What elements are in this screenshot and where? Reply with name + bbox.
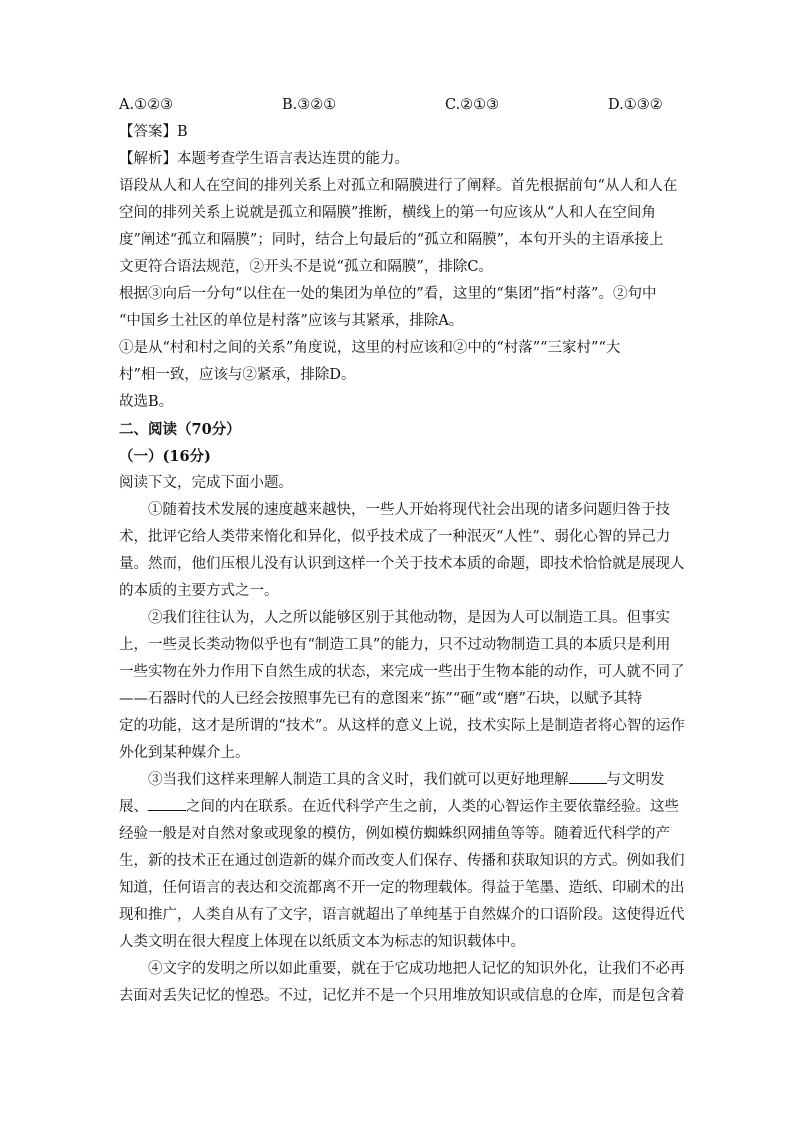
sub-title: （一）(16分) [119,448,211,465]
paragraph-line: 定的功能，这才是所谓的“技术”。从这样的意义上说，技术实际上是制造者将心智的运作 [119,718,685,734]
paragraph-text: 之间的内在联系。在近代科学产生之前，人类的心智运作主要依靠经验。这些 [186,799,679,815]
analysis-line: 语段从人和人在空间的排列关系上对孤立和隔膜进行了阐释。首先根据前句“从人和人在 [119,178,678,194]
paragraph-line: 外化到某种媒介上。 [119,745,250,761]
paragraph-line: 去面对丢失记忆的惶恐。不过，记忆并不是一个只用堆放知识或信息的仓库，而是包含着 [119,988,685,1004]
analysis-line: 空间的排列关系上说就是孤立和隔膜”推断，横线上的第一句应该从“人和人在空间角 [119,205,656,221]
paragraph-line: 经验一般是对自然对象或现象的模仿，例如模仿蜘蛛织网捕鱼等等。随着近代科学的产 [119,826,670,842]
paragraph-line: 人类文明在很大程度上体现在以纸质文本为标志的知识载体中。 [119,934,525,950]
paragraph-text: 与文明发 [606,772,665,788]
paragraph-line: ①随着技术发展的速度越来越快，一些人开始将现代社会出现的诸多问题归咎于技 [148,502,670,518]
analysis-line: 【解析】本题考查学生语言表达连贯的能力。 [119,151,409,167]
paragraph-3 [119,767,685,956]
instruction: 阅读下文，完成下面小题。 [119,475,293,491]
paragraph-line: 上，一些灵长类动物似乎也有“制造工具”的能力，只不过动物制造工具的本质只是利用 [119,637,671,653]
analysis-line: 文更符合语法规范，②开头不是说“孤立和隔膜”，排除C。 [119,259,493,275]
fill-blank-1 [569,769,607,784]
paragraph-line: ②我们往往认为，人之所以能够区别于其他动物，是因为人可以制造工具。但事实 [148,610,670,626]
option-b: B.③②① [282,97,337,113]
paragraph-line: 的本质的主要方式之一。 [119,583,279,599]
fill-blank-2 [148,796,186,811]
paragraph-line: 量。然而，他们压根儿没有认识到这样一个关于技术本质的命题，即技术恰恰就是展现人 [119,556,685,572]
analysis-line: 村”相一致，应该与②紧承，排除D。 [119,367,356,383]
paragraph-line: 一些实物在外力作用下自然生成的状态，来完成一些出于生物本能的动作，可人就不同了 [119,664,685,680]
paragraph-2 [119,605,685,767]
paragraph-line: 术，批评它给人类带来惰化和异化，似乎技术成了一种泯灭“人性”、弱化心智的异己力 [119,529,671,545]
paragraph-line: 知道，任何语言的表达和交流都离不开一定的物理载体。得益于笔墨、造纸、印刷术的出 [119,880,685,896]
option-c: C.②①③ [445,97,500,113]
paragraph-line: ④文字的发明之所以如此重要，就在于它成功地把人记忆的知识外化，让我们不必再 [148,961,685,977]
answer-options [119,92,679,119]
analysis-line: ①是从“村和村之间的关系”角度说，这里的村应该和②中的“村落”“三家村”“大 [119,340,621,356]
paragraph-line [119,794,679,821]
paragraph-4 [119,956,685,1010]
analysis-line: 故选B。 [119,394,174,410]
paragraph-line [119,767,679,794]
analysis-line: 度”阐述“孤立和隔膜”；同时，结合上句最后的“孤立和隔膜”，本句开头的主语承接上 [119,232,664,248]
paragraph-text: 展、 [119,799,148,815]
analysis-line: 根据③向后一分句“以住在一处的集团为单位的”看，这里的“集团”指“村落”。②句中 [119,286,657,302]
section-title: 二、阅读（70分） [119,421,241,438]
paragraph-line: 生，新的技术正在通过创造新的媒介而改变人们保存、传播和获取知识的方式。例如我们 [119,853,685,869]
paragraph-line: ——石器时代的人已经会按照事先已有的意图来“拣”“砸”或“磨”石块，以赋予其特 [119,691,642,707]
analysis-line: “中国乡土社区的单位是村落”应该与其紧承，排除A。 [119,313,464,329]
option-a: A.①②③ [119,97,174,113]
option-d: D.①③② [608,97,663,113]
paragraph-text: ③当我们这样来理解人制造工具的含义时，我们就可以更好地理解 [148,772,569,788]
paragraph-1 [119,497,685,605]
document-page [119,92,685,1010]
answer-line: 【答案】B [119,124,188,140]
paragraph-line: 现和推广，人类自从有了文字，语言就超出了单纯基于自然媒介的口语阶段。这使得近代 [119,907,685,923]
analysis [119,146,679,416]
